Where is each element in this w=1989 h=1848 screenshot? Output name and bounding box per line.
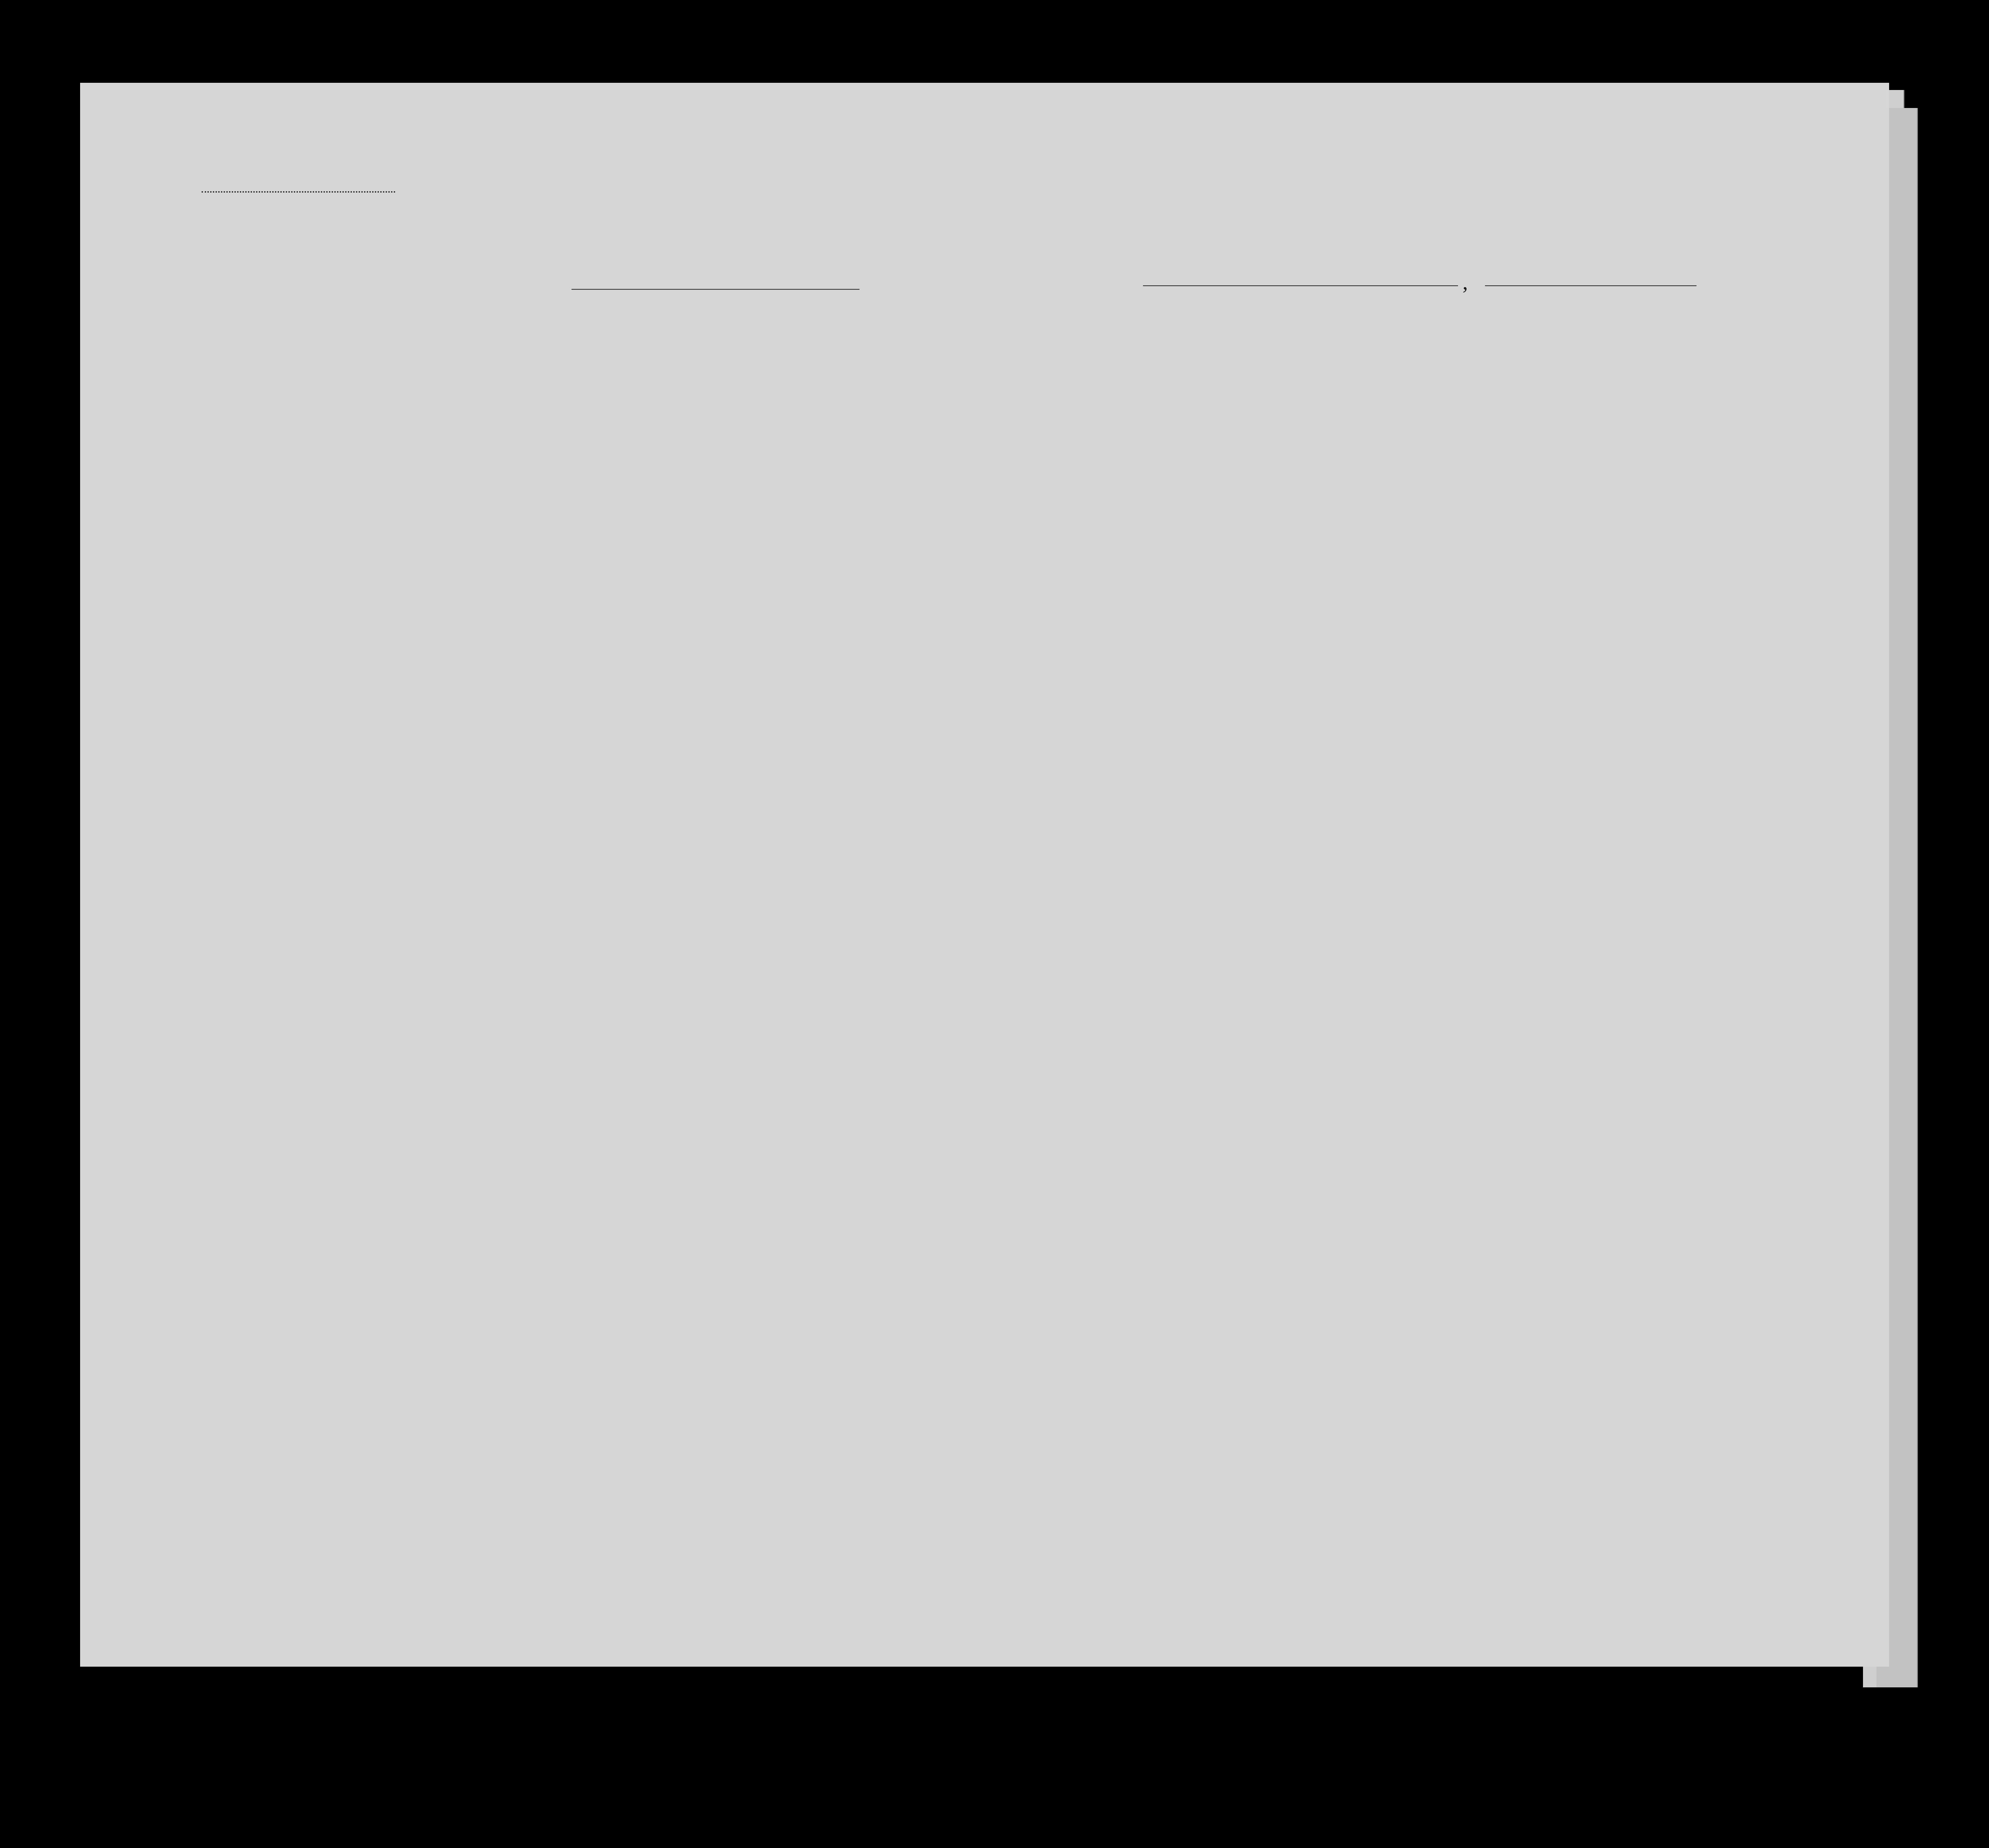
date-line (1485, 285, 1696, 286)
comma: , (1462, 270, 1468, 294)
list-dotted-line (202, 191, 395, 193)
port-line (1143, 285, 1458, 286)
ship-line (572, 289, 860, 290)
